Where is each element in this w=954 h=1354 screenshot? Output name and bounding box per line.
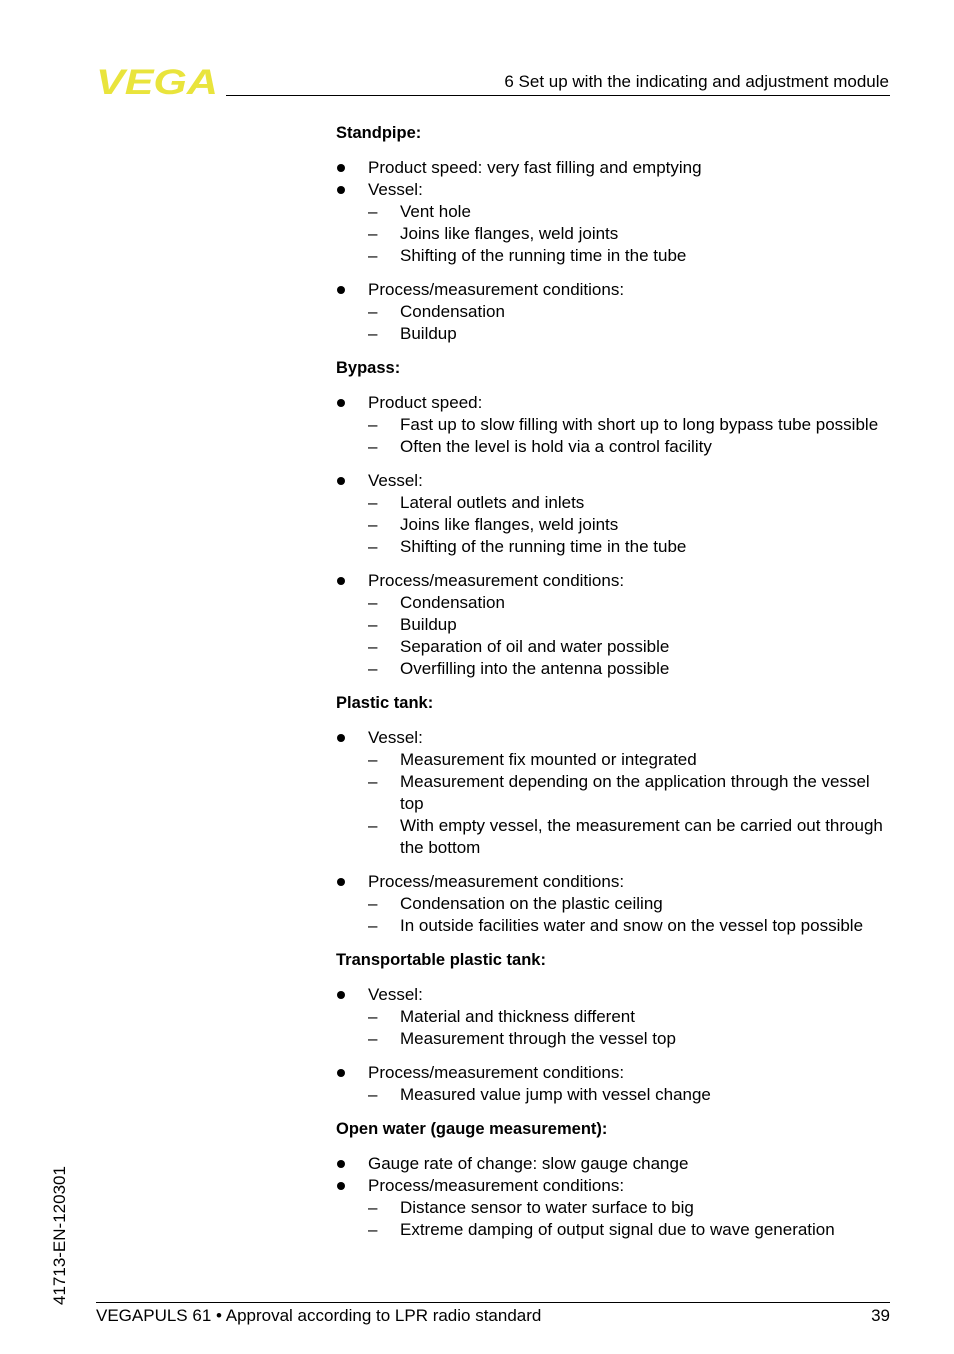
bullet-dot-icon: [337, 878, 345, 886]
list-item-text: Product speed: very fast filling and emptying: [368, 158, 702, 177]
dash-icon: –: [368, 302, 378, 321]
sub-list-item-text: Shifting of the running time in the tube: [400, 537, 687, 556]
sub-list-item-text: Measured value jump with vessel change: [400, 1085, 711, 1104]
list-item: [336, 871, 896, 937]
sub-list-item-text: Condensation: [400, 302, 505, 321]
dash-icon: –: [368, 637, 378, 656]
bullet-dot-icon: [337, 164, 345, 172]
dash-icon: –: [368, 224, 378, 243]
sub-list-item: [368, 301, 896, 323]
sub-list-item: [368, 223, 896, 245]
sub-list: [368, 1006, 896, 1050]
dash-icon: –: [368, 515, 378, 534]
sub-list: [368, 1197, 896, 1241]
sub-list-item: [368, 245, 896, 267]
dash-icon: –: [368, 537, 378, 556]
bullet-dot-icon: [337, 1182, 345, 1190]
sub-list-item-text: Overfilling into the antenna possible: [400, 659, 670, 678]
sub-list-item: [368, 592, 896, 614]
sub-list-item: [368, 1028, 896, 1050]
sub-list-item: [368, 323, 896, 345]
bullet-dot-icon: [337, 477, 345, 485]
dash-icon: –: [368, 593, 378, 612]
sub-list-item-text: Fast up to slow filling with short up to long bypass tube possible: [400, 415, 879, 434]
section-heading: Transportable plastic tank:: [336, 951, 546, 969]
section: [336, 949, 896, 1106]
dash-icon: –: [368, 1029, 378, 1048]
bullet-list: [336, 392, 896, 680]
bullet-list: [336, 157, 896, 345]
sub-list-item-text: Condensation: [400, 593, 505, 612]
sub-list-item: [368, 636, 896, 658]
bullet-list: [336, 727, 896, 937]
sub-list-item: [368, 1084, 896, 1106]
dash-icon: –: [368, 659, 378, 678]
sub-list: [368, 301, 896, 345]
dash-icon: –: [368, 324, 378, 343]
vega-logo: [96, 66, 220, 96]
dash-icon: –: [368, 894, 378, 913]
page-number: 39: [871, 1306, 890, 1325]
list-item-text: Process/measurement conditions:: [368, 571, 625, 590]
list-item: [336, 392, 896, 458]
sub-list-item-text: Buildup: [400, 324, 457, 343]
sub-list-item-text: Material and thickness different: [400, 1007, 635, 1026]
list-item: [336, 470, 896, 558]
dash-icon: –: [368, 1007, 378, 1026]
sub-list-item: [368, 915, 896, 937]
sub-list: [368, 492, 896, 558]
sub-list-item-text: Often the level is hold via a control facility: [400, 437, 712, 456]
list-item-text: Process/measurement conditions:: [368, 280, 625, 299]
list-item: [336, 1153, 896, 1175]
sub-list-item-text: Buildup: [400, 615, 457, 634]
section: [336, 692, 896, 937]
sub-list-item: [368, 893, 896, 915]
bullet-dot-icon: [337, 1160, 345, 1168]
footer-divider: [96, 1302, 890, 1303]
sub-list-item-text: Measurement fix mounted or integrated: [400, 750, 697, 769]
dash-icon: –: [368, 246, 378, 265]
sub-list-item: [368, 614, 896, 636]
sub-list-item-text: Shifting of the running time in the tube: [400, 246, 687, 265]
sub-list-item-text: Measurement depending on the application through the vessel top: [400, 772, 870, 813]
sub-list: [368, 592, 896, 680]
sub-list-item: [368, 536, 896, 558]
list-item-text: Process/measurement conditions:: [368, 872, 625, 891]
sub-list-item-text: In outside facilities water and snow on the vessel top possible: [400, 916, 864, 935]
bullet-dot-icon: [337, 577, 345, 585]
bullet-dot-icon: [337, 1069, 345, 1077]
section-heading: Standpipe:: [336, 124, 422, 142]
dash-icon: –: [368, 816, 378, 835]
sub-list: [368, 893, 896, 937]
sub-list-item: [368, 436, 896, 458]
bullet-dot-icon: [337, 399, 345, 407]
header-divider: [226, 95, 890, 96]
chapter-title: 6 Set up with the indicating and adjustment module: [504, 72, 889, 91]
sub-list-item-text: Distance sensor to water surface to big: [400, 1198, 694, 1217]
list-item-text: Vessel:: [368, 985, 423, 1004]
bullet-dot-icon: [337, 186, 345, 194]
bullet-dot-icon: [337, 991, 345, 999]
list-item: [336, 279, 896, 345]
dash-icon: –: [368, 772, 378, 791]
list-item-text: Vessel:: [368, 728, 423, 747]
sub-list-item: [368, 1219, 896, 1241]
list-item: [336, 179, 896, 267]
dash-icon: –: [368, 437, 378, 456]
list-item: [336, 157, 896, 179]
dash-icon: –: [368, 750, 378, 769]
sub-list-item-text: Measurement through the vessel top: [400, 1029, 676, 1048]
sub-list-item-text: Extreme damping of output signal due to wave generation: [400, 1220, 835, 1239]
sub-list-item-text: Lateral outlets and inlets: [400, 493, 585, 512]
list-item-text: Vessel:: [368, 471, 423, 490]
list-item: [336, 570, 896, 680]
bullet-dot-icon: [337, 286, 345, 294]
dash-icon: –: [368, 415, 378, 434]
dash-icon: –: [368, 493, 378, 512]
dash-icon: –: [368, 916, 378, 935]
document-code: 41713-EN-120301: [50, 1166, 69, 1305]
list-item: [336, 1062, 896, 1106]
dash-icon: –: [368, 1085, 378, 1104]
sub-list-item-text: Condensation on the plastic ceiling: [400, 894, 663, 913]
list-item: [336, 727, 896, 859]
list-item: [336, 984, 896, 1050]
sub-list-item-text: Separation of oil and water possible: [400, 637, 670, 656]
section: [336, 1118, 896, 1241]
list-item-text: Process/measurement conditions:: [368, 1063, 625, 1082]
section: [336, 357, 896, 680]
list-item-text: Gauge rate of change: slow gauge change: [368, 1154, 689, 1173]
section: [336, 122, 896, 345]
bullet-list: [336, 1153, 896, 1241]
sub-list: [368, 201, 896, 267]
sub-list-item-text: Vent hole: [400, 202, 471, 221]
section-heading: Bypass:: [336, 359, 401, 377]
list-item-text: Vessel:: [368, 180, 423, 199]
sub-list-item: [368, 658, 896, 680]
dash-icon: –: [368, 615, 378, 634]
list-item: [336, 1175, 896, 1241]
sub-list-item: [368, 815, 896, 859]
sub-list: [368, 414, 896, 458]
sub-list-item-text: Joins like flanges, weld joints: [400, 515, 619, 534]
sub-list-item: [368, 1197, 896, 1219]
logo-wordmark: VEGA: [96, 66, 218, 96]
sub-list-item: [368, 749, 896, 771]
dash-icon: –: [368, 1220, 378, 1239]
sub-list-item-text: Joins like flanges, weld joints: [400, 224, 619, 243]
sub-list: [368, 1084, 896, 1106]
section-heading: Plastic tank:: [336, 694, 434, 712]
sub-list-item: [368, 514, 896, 536]
sub-list-item: [368, 414, 896, 436]
footer-title: VEGAPULS 61 • Approval according to LPR radio standard: [96, 1306, 542, 1325]
sub-list-item-text: With empty vessel, the measurement can be carried out through the bottom: [400, 816, 883, 857]
sub-list-item: [368, 492, 896, 514]
sub-list-item: [368, 201, 896, 223]
dash-icon: –: [368, 202, 378, 221]
bullet-dot-icon: [337, 734, 345, 742]
sub-list-item: [368, 1006, 896, 1028]
sub-list-item: [368, 771, 896, 815]
main-content: [336, 122, 896, 1241]
list-item-text: Process/measurement conditions:: [368, 1176, 625, 1195]
sub-list: [368, 749, 896, 859]
list-item-text: Product speed:: [368, 393, 483, 412]
bullet-list: [336, 984, 896, 1106]
dash-icon: –: [368, 1198, 378, 1217]
section-heading: Open water (gauge measurement):: [336, 1120, 608, 1138]
